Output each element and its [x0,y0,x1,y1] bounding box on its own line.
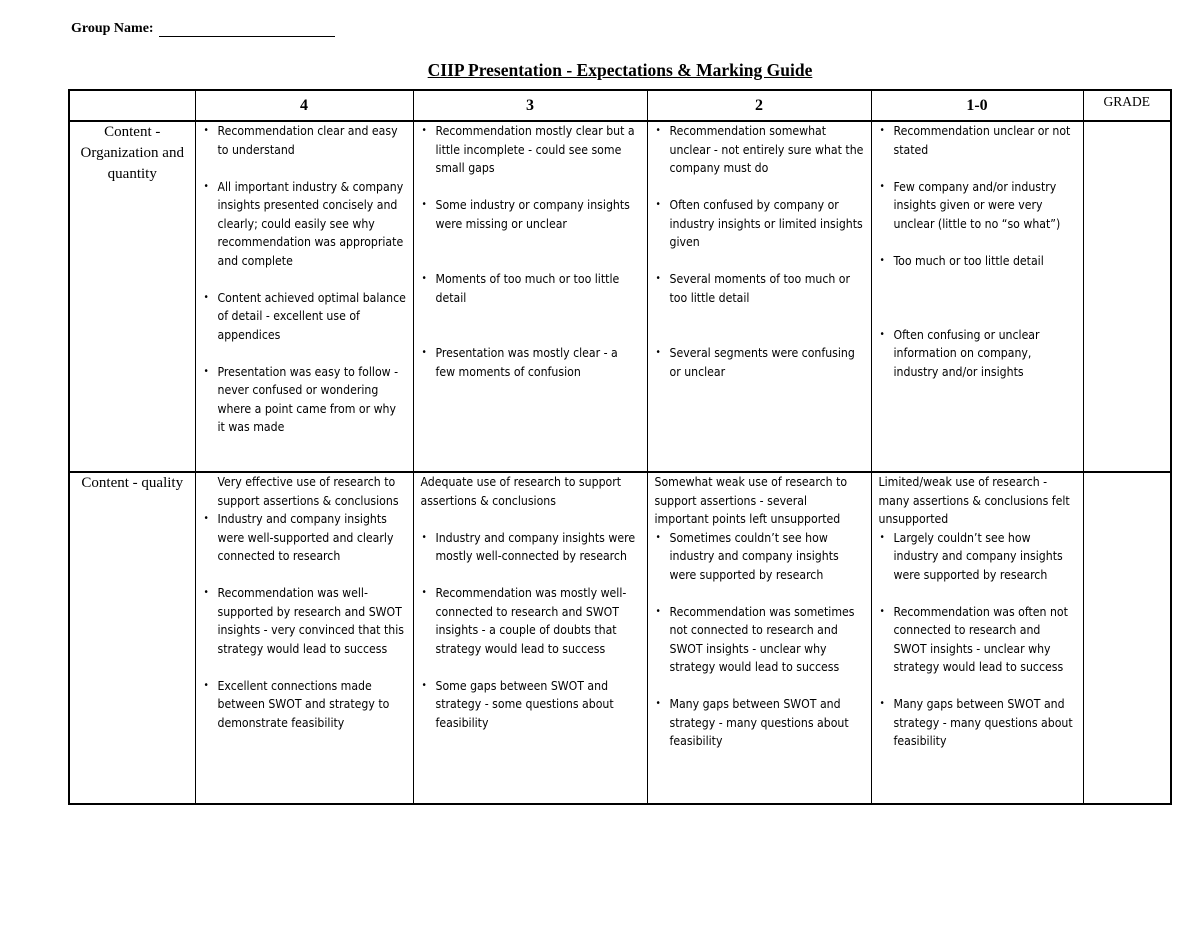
rubric-cell-score-4 [195,472,413,804]
group-name-label: Group Name: [71,21,154,36]
grade-cell[interactable] [1083,121,1171,472]
rubric-cell-score-4 [195,121,413,472]
score-3-header: 3 [413,90,647,121]
rubric-row-organization [69,121,1171,472]
rubric-point: • Recommendation clear and easy to understand [203,122,407,159]
rubric-cell-score-3 [413,472,647,804]
rubric-intro: Limited/weak use of research - many assertions & conclusions felt unsupported [878,475,1070,526]
rubric-point: • Excellent connections made between SWOT and strategy to demonstrate feasibility [203,677,407,733]
score-1-0-header: 1-0 [871,90,1083,121]
rubric-point: • Recommendation somewhat unclear - not entirely sure what the company must do [655,122,865,178]
rubric-point: • Often confused by company or industry insights or limited insights given [655,196,865,252]
rubric-point: • Several moments of too much or too little detail [655,270,865,307]
rubric-point: • Industry and company insights were mostly well-connected by research [421,529,641,566]
rubric-point: • All important industry & company insights presented concisely and clearly; could easily see why recommendation was appropriate and complete [203,178,407,271]
rubric-point: • Many gaps between SWOT and strategy - many questions about feasibility [655,695,865,751]
rubric-point: • Presentation was easy to follow - never confused or wondering where a point came from or why it was made [203,363,407,437]
criterion-label: Content - quality [69,472,195,804]
rubric-point: • Largely couldn’t see how industry and company insights were supported by research [879,529,1077,585]
group-name-line [71,21,335,37]
group-name-blank [159,22,335,37]
rubric-intro: Very effective use of research to support assertions & conclusions [217,475,399,508]
rubric-point: • Industry and company insights were well-supported and clearly connected to research [203,510,407,566]
rubric-cell-score-2 [647,121,871,472]
rubric-point: • Recommendation was well-supported by research and SWOT insights - very convinced that this strategy would lead to success [203,584,407,658]
rubric-point: • Too much or too little detail [879,252,1077,271]
rubric-point: • Recommendation was often not connected to research and SWOT insights - unclear why strategy would lead to success [879,603,1077,677]
rubric-intro: Adequate use of research to support assertions & conclusions [420,475,622,508]
rubric-point: • Recommendation unclear or not stated [879,122,1077,159]
score-2-header: 2 [647,90,871,121]
rubric-point: • Recommendation was mostly well-connected to research and SWOT insights - a couple of doubts that strategy would lead to success [421,584,641,658]
rubric-point: • Recommendation mostly clear but a little incomplete - could see some small gaps [421,122,641,178]
rubric-point: • Sometimes couldn’t see how industry and company insights were supported by research [655,529,865,585]
rubric-point: • Many gaps between SWOT and strategy - many questions about feasibility [879,695,1077,751]
document-title: CIIP Presentation - Expectations & Marking Guide [427,60,813,80]
grade-header: GRADE [1083,90,1171,121]
rubric-point: • Several segments were confusing or unclear [655,344,865,381]
grade-cell[interactable] [1083,472,1171,804]
rubric-point: • Some gaps between SWOT and strategy - some questions about feasibility [421,677,641,733]
criterion-label: Content - Organization and quantity [69,121,195,472]
rubric-cell-score-1-0 [871,121,1083,472]
rubric-point: • Some industry or company insights were missing or unclear [421,196,641,233]
rubric-point: • Moments of too much or too little detail [421,270,641,307]
rubric-point: • Recommendation was sometimes not connected to research and SWOT insights - unclear why strategy would lead to success [655,603,865,677]
rubric-point: • Presentation was mostly clear - a few moments of confusion [421,344,641,381]
rubric-intro: Somewhat weak use of research to support assertions - several important points left unsupported [654,475,848,526]
score-4-header: 4 [195,90,413,121]
rubric-header-row [69,90,1171,121]
rubric-point: • Content achieved optimal balance of detail - excellent use of appendices [203,289,407,345]
marking-rubric-table [68,89,1172,805]
rubric-point: • Often confusing or unclear information on company, industry and/or insights [879,326,1077,382]
rubric-cell-score-3 [413,121,647,472]
rubric-cell-score-2 [647,472,871,804]
rubric-row-quality [69,472,1171,804]
criterion-header [69,90,195,121]
rubric-point: • Few company and/or industry insights given or were very unclear (little to no “so what”) [879,178,1077,234]
rubric-cell-score-1-0 [871,472,1083,804]
